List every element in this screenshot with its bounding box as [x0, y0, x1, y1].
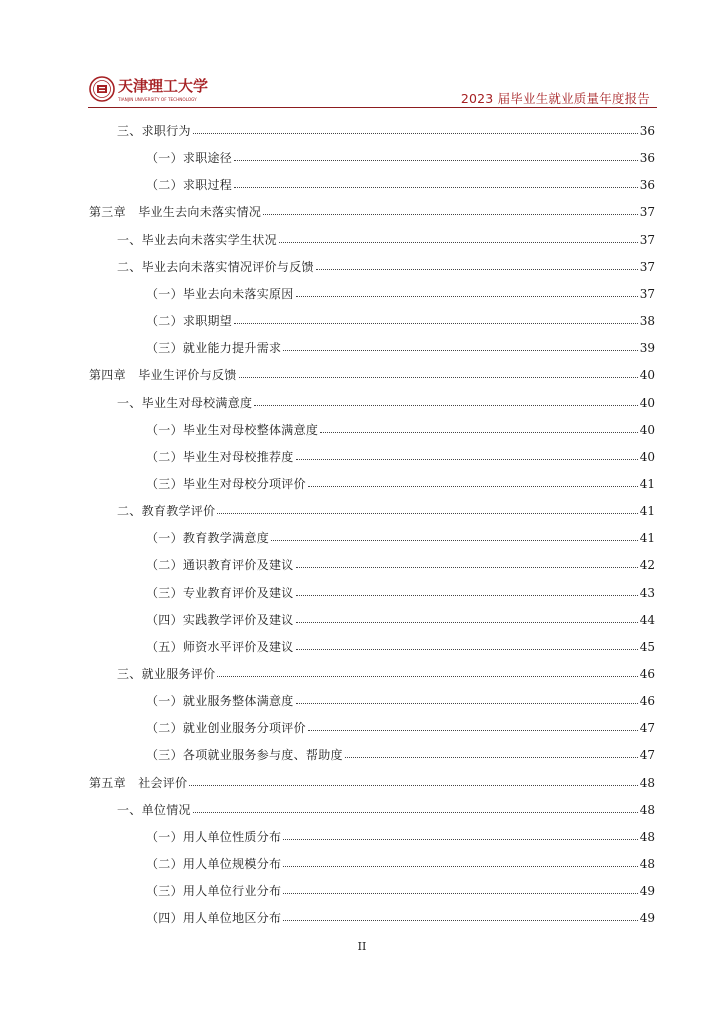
toc-entry-title: （三）就业能力提升需求 — [146, 341, 282, 355]
dot-leader — [283, 340, 637, 351]
toc-entry-title: （二）通识教育评价及建议 — [146, 558, 294, 572]
toc-entry-title: （二）就业创业服务分项评价 — [146, 721, 306, 735]
toc-entry[interactable] — [146, 640, 655, 654]
toc-entry[interactable] — [146, 748, 655, 762]
dot-leader — [320, 422, 638, 433]
toc-entry-title: 第三章 毕业生去向未落实情况 — [89, 205, 262, 219]
dot-leader — [283, 910, 637, 921]
dot-leader — [283, 883, 637, 894]
toc-entry[interactable] — [146, 857, 655, 871]
toc-entry-page: 36 — [639, 124, 655, 138]
toc-entry[interactable] — [146, 586, 655, 600]
toc-entry[interactable] — [117, 260, 655, 274]
toc-entry-page: 48 — [639, 803, 655, 817]
toc-entry-page: 45 — [639, 640, 655, 654]
toc-entry[interactable] — [146, 558, 655, 572]
toc-entry-title: （一）就业服务整体满意度 — [146, 694, 294, 708]
toc-entry[interactable] — [146, 178, 655, 192]
logo-subtext: TIANJIN UNIVERSITY OF TECHNOLOGY — [118, 97, 197, 102]
toc-entry-title: （四）实践教学评价及建议 — [146, 613, 294, 627]
toc-entry-page: 40 — [639, 368, 655, 382]
toc-entry-page: 47 — [639, 721, 655, 735]
toc-entry-title: （二）求职期望 — [146, 314, 233, 328]
dot-leader — [193, 802, 638, 813]
dot-leader — [217, 503, 637, 514]
toc-entry-title: （五）师资水平评价及建议 — [146, 640, 294, 654]
toc-entry[interactable] — [89, 205, 655, 219]
toc-entry-title: 三、就业服务评价 — [117, 667, 216, 681]
toc-entry-page: 40 — [639, 450, 655, 464]
university-logo — [88, 74, 208, 104]
toc-entry[interactable] — [117, 504, 655, 518]
dot-leader — [283, 856, 637, 867]
toc-entry-page: 40 — [639, 396, 655, 410]
toc-entry-title: 第五章 社会评价 — [89, 776, 188, 790]
toc-entry-page: 36 — [639, 151, 655, 165]
dot-leader — [239, 367, 638, 378]
toc-entry-page: 43 — [639, 586, 655, 600]
toc-entry-page: 44 — [639, 613, 655, 627]
toc-entry-title: 二、毕业去向未落实情况评价与反馈 — [117, 260, 314, 274]
dot-leader — [308, 476, 638, 487]
toc-entry-page: 37 — [639, 287, 655, 301]
dot-leader — [254, 395, 637, 406]
toc-entry[interactable] — [146, 341, 655, 355]
toc-entry-title: （二）用人单位规模分布 — [146, 857, 282, 871]
toc-entry[interactable] — [146, 830, 655, 844]
dot-leader — [234, 150, 638, 161]
toc-entry[interactable] — [117, 124, 655, 138]
toc-entry-title: （三）毕业生对母校分项评价 — [146, 477, 306, 491]
toc-entry[interactable] — [117, 396, 655, 410]
dot-leader — [345, 747, 638, 758]
toc-entry[interactable] — [146, 911, 655, 925]
dot-leader — [234, 177, 638, 188]
toc-entry[interactable] — [146, 694, 655, 708]
toc-entry-page: 41 — [639, 531, 655, 545]
toc-entry-page: 42 — [639, 558, 655, 572]
toc-entry-title: 二、教育教学评价 — [117, 504, 216, 518]
toc-entry-title: （一）教育教学满意度 — [146, 531, 270, 545]
toc-entry[interactable] — [117, 233, 655, 247]
page-number: II — [357, 940, 367, 953]
toc-entry[interactable] — [89, 368, 655, 382]
dot-leader — [296, 557, 638, 568]
toc-entry-page: 46 — [639, 694, 655, 708]
toc-entry[interactable] — [146, 884, 655, 898]
dot-leader — [234, 313, 638, 324]
toc-entry-title: （二）毕业生对母校推荐度 — [146, 450, 294, 464]
toc-entry[interactable] — [146, 423, 655, 437]
header-divider — [88, 107, 657, 108]
toc-entry-page: 48 — [639, 857, 655, 871]
toc-entry-page: 37 — [639, 260, 655, 274]
toc-entry-page: 48 — [639, 830, 655, 844]
toc-entry[interactable] — [146, 477, 655, 491]
toc-entry[interactable] — [146, 613, 655, 627]
toc-entry-title: （一）毕业生对母校整体满意度 — [146, 423, 319, 437]
dot-leader — [296, 449, 638, 460]
toc-entry-title: 一、毕业生对母校满意度 — [117, 396, 253, 410]
toc-entry-title: 三、求职行为 — [117, 124, 191, 138]
toc-entry-page: 41 — [639, 477, 655, 491]
dot-leader — [316, 259, 638, 270]
toc-entry-title: （四）用人单位地区分布 — [146, 911, 282, 925]
toc-entry-page: 41 — [639, 504, 655, 518]
toc-entry-title: 第四章 毕业生评价与反馈 — [89, 368, 237, 382]
dot-leader — [193, 123, 638, 134]
toc-entry-page: 46 — [639, 667, 655, 681]
dot-leader — [217, 666, 637, 677]
toc-entry[interactable] — [117, 803, 655, 817]
toc-entry-page: 49 — [639, 884, 655, 898]
toc-entry-title: （一）毕业去向未落实原因 — [146, 287, 294, 301]
toc-entry[interactable] — [146, 314, 655, 328]
dot-leader — [263, 204, 638, 215]
toc-entry-title: 一、毕业去向未落实学生状况 — [117, 233, 277, 247]
toc-entry[interactable] — [146, 531, 655, 545]
logo-wordmark: 天津理工大学 — [118, 77, 208, 95]
toc-entry-title: 一、单位情况 — [117, 803, 191, 817]
toc-entry-page: 36 — [639, 178, 655, 192]
dot-leader — [296, 286, 638, 297]
dot-leader — [283, 829, 637, 840]
dot-leader — [296, 693, 638, 704]
toc-entry[interactable] — [146, 721, 655, 735]
toc-entry-page: 37 — [639, 233, 655, 247]
toc-entry[interactable] — [146, 151, 655, 165]
dot-leader — [296, 612, 638, 623]
dot-leader — [279, 232, 638, 243]
toc-entry-title: （三）各项就业服务参与度、帮助度 — [146, 748, 343, 762]
toc-entry[interactable] — [146, 450, 655, 464]
toc-entry-title: （一）用人单位性质分布 — [146, 830, 282, 844]
toc-entry-page: 38 — [639, 314, 655, 328]
toc-entry-page: 48 — [639, 776, 655, 790]
dot-leader — [308, 720, 638, 731]
toc-entry-title: （三）专业教育评价及建议 — [146, 586, 294, 600]
toc-entry-page: 47 — [639, 748, 655, 762]
dot-leader — [296, 639, 638, 650]
toc-entry[interactable] — [89, 776, 655, 790]
dot-leader — [271, 530, 638, 541]
toc-entry-page: 39 — [639, 341, 655, 355]
dot-leader — [189, 775, 637, 786]
toc-entry-page: 37 — [639, 205, 655, 219]
report-title: 2023 届毕业生就业质量年度报告 — [460, 91, 650, 106]
toc-entry[interactable] — [146, 287, 655, 301]
dot-leader — [296, 585, 638, 596]
toc-entry-page: 40 — [639, 423, 655, 437]
page-header — [88, 70, 658, 106]
toc-entry[interactable] — [117, 667, 655, 681]
toc-entry-title: （二）求职过程 — [146, 178, 233, 192]
toc-entry-title: （三）用人单位行业分布 — [146, 884, 282, 898]
toc-entry-title: （一）求职途径 — [146, 151, 233, 165]
toc-entry-page: 49 — [639, 911, 655, 925]
